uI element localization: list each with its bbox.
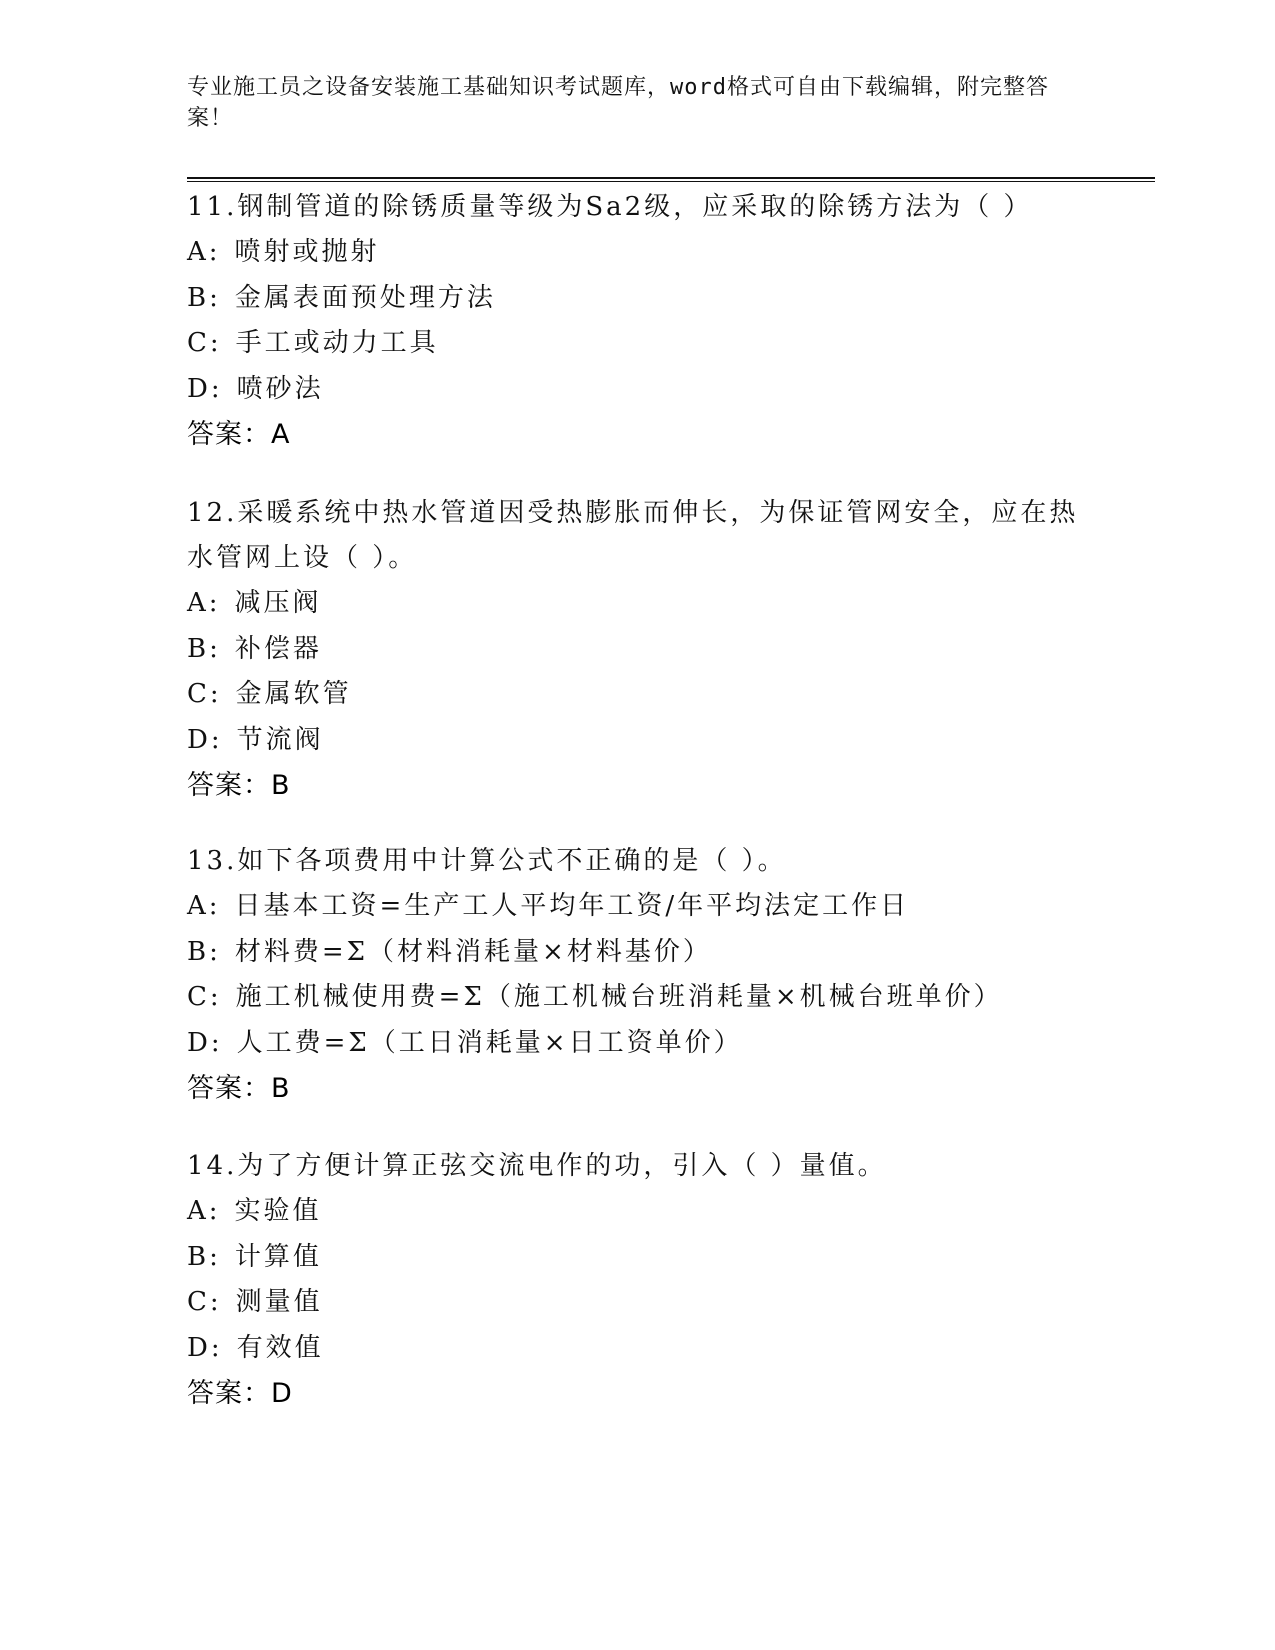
- option-letter: B:: [187, 282, 221, 313]
- answer-line: 答案：A: [187, 419, 291, 450]
- option-text: 节流阀: [236, 724, 324, 755]
- option-text: 测量值: [235, 1287, 323, 1317]
- option-letter: D:: [187, 1027, 223, 1058]
- question-12: [187, 491, 1087, 808]
- option-text: 减压阀: [234, 588, 322, 618]
- option-text: 喷射或抛射: [234, 237, 380, 267]
- question-11: [187, 185, 1087, 457]
- option-c: [187, 1280, 1087, 1326]
- option-letter: A:: [187, 1196, 221, 1226]
- option-letter: C:: [187, 328, 222, 358]
- option-text: 补偿器: [234, 633, 322, 664]
- option-d: [187, 367, 1087, 413]
- option-text: 计算值: [234, 1241, 322, 1272]
- document-intro: 专业施工员之设备安装施工基础知识考试题库，word格式可自由下载编辑，附完整答案！: [187, 75, 1049, 131]
- option-text: 金属表面预处理方法: [234, 282, 496, 313]
- option-text: 人工费=Σ（工日消耗量×日工资单价）: [236, 1027, 743, 1058]
- option-d: [187, 1326, 1087, 1372]
- option-letter: D:: [187, 1332, 223, 1363]
- option-d: [187, 1021, 1087, 1067]
- divider-thin-line: [187, 181, 1155, 182]
- option-text: 金属软管: [235, 679, 352, 709]
- question-13: [187, 839, 1087, 1111]
- option-a: [187, 581, 1087, 627]
- option-letter: B:: [187, 1241, 221, 1272]
- option-text: 手工或动力工具: [235, 328, 439, 358]
- option-c: [187, 321, 1087, 367]
- question-stem: 12.采暖系统中热水管道因受热膨胀而伸长，为保证管网安全，应在热水管网上设（ ）。: [187, 498, 1079, 573]
- option-text: 喷砂法: [236, 373, 324, 404]
- divider-thick-line: [187, 177, 1155, 179]
- option-a: [187, 230, 1087, 276]
- option-b: [187, 276, 1087, 322]
- answer-line: 答案：B: [187, 770, 291, 801]
- question-stem: 14.为了方便计算正弦交流电作的功，引入（ ）量值。: [187, 1151, 887, 1181]
- option-text: 日基本工资=生产工人平均年工资/年平均法定工作日: [234, 891, 910, 921]
- option-d: [187, 718, 1087, 764]
- option-letter: B:: [187, 936, 221, 967]
- option-b: [187, 930, 1087, 976]
- option-text: 施工机械使用费=Σ（施工机械台班消耗量×机械台班单价）: [235, 982, 1003, 1012]
- option-text: 实验值: [234, 1196, 322, 1226]
- question-stem: 13.如下各项费用中计算公式不正确的是（ ）。: [187, 846, 787, 876]
- option-b: [187, 627, 1087, 673]
- option-letter: D:: [187, 373, 223, 404]
- answer-line: 答案：B: [187, 1073, 291, 1104]
- option-letter: C:: [187, 679, 222, 709]
- option-a: [187, 1189, 1087, 1235]
- option-letter: C:: [187, 982, 222, 1012]
- option-letter: D:: [187, 724, 223, 755]
- option-letter: B:: [187, 633, 221, 664]
- option-letter: A:: [187, 237, 221, 267]
- option-letter: A:: [187, 588, 221, 618]
- answer-line: 答案：D: [187, 1378, 293, 1409]
- option-c: [187, 672, 1087, 718]
- option-text: 有效值: [236, 1332, 324, 1363]
- header-divider: [187, 177, 1155, 183]
- question-stem: 11.钢制管道的除锈质量等级为Sa2级，应采取的除锈方法为（ ）: [187, 192, 1033, 222]
- option-letter: A:: [187, 891, 221, 921]
- option-letter: C:: [187, 1287, 222, 1317]
- option-a: [187, 884, 1087, 930]
- question-14: [187, 1144, 1087, 1416]
- option-text: 材料费=Σ（材料消耗量×材料基价）: [234, 936, 712, 967]
- option-b: [187, 1235, 1087, 1281]
- option-c: [187, 975, 1087, 1021]
